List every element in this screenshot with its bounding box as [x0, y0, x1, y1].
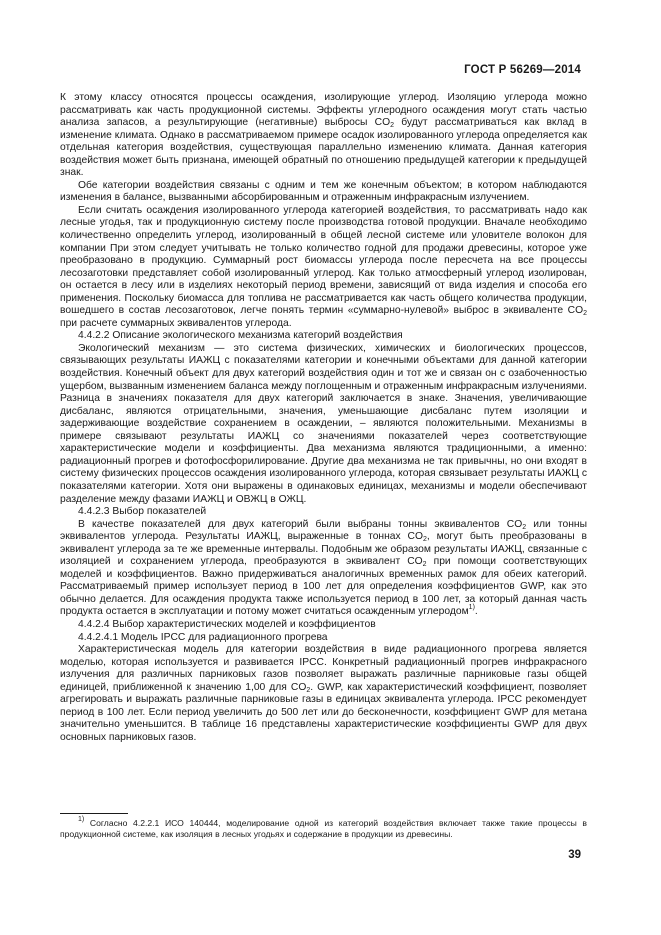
section-heading-4-4-2-4-1: 4.4.2.4.1 Модель IPCC для радиационного прогрева	[78, 631, 328, 643]
footnote-mark: 1)	[78, 816, 85, 823]
footnote-text: Согласно 4.2.2.1 ИСО 140444, моделирование одной из категорий воздействия включает также такие процессы в продукционной системе, как изоляция в лесных угодьях и содержание в продукции из древесины.	[60, 818, 587, 839]
footnote-reference: 1)	[468, 604, 475, 612]
footnote	[60, 818, 587, 840]
section-heading-4-4-2-4: 4.4.2.4 Выбор характеристических моделей и коэффициентов	[78, 618, 376, 630]
section-heading-4-4-2-3: 4.4.2.3 Выбор показателей	[78, 506, 207, 518]
paragraph-sequestration-category: Если считать осаждения изолированного углерода категорией воздействия, то рассматривать надо как лесные угодья, так и продукционную систему после производства готовой продукции. Вначале необходимо количественно определить углерод, изолированный в общей лесной системе или уловителе волокон для компании При этом следует учитывать не только количество годной для продажи древесины, которое уже преобразовано в продукцию. Суммарный рост биомассы углерода после пересчета на все процессы лесозаготовки представляет собой изолированный углерод. Как только атмосферный углерод изолирован, он остается в лесу или в изделиях некоторый период времени, зависящий от вида изделия и способа его применения. Поскольку биомасса для топлива не рассматривается как часть общего количества продукции, вошедшего в состав лесозаготовок, легче понять термин «суммарно-нулевой» выброс в эквиваленте $CO_2$ при расчете суммарных эквивалентов углерода.	[60, 204, 587, 329]
page-number: 39	[568, 849, 581, 861]
paragraph-indicator-selection: В качестве показателей для двух категорий были выбраны тонны эквивалентов $CO_2$ или тонны эквивалентов углерода. Результаты ИАЖЦ, выраженные в тоннах $CO_2$, могут быть преобразованы в эквивалент углерода за те же временные интервалы. Подобным же образом результаты ИАЖЦ, связанные с изоляцией и сохранением углерода, преобразуются в эквивалент $CO_2$ при помощи соответствующих моделей и коэффициентов. Важно придерживаться аналогичных временных рамок для обеих категорий. Рассматриваемый пример использует период в 100 лет для определения коэффициентов GWP, как это обычно делается. Для осаждения продукта также используется период в 100 лет, за который данная часть продукта остается в эксплуатации и потому может считаться осажденным углеродом$^{1)}$.	[60, 518, 587, 618]
standard-header: ГОСТ Р 56269—2014	[464, 64, 581, 76]
footnote-divider	[60, 813, 128, 814]
paragraph-environmental-mechanism: Экологический механизм — это система физических, химических и биологических процессов, связывающих результаты ИАЖЦ с показателями категории и конечными объектами для данной категории воздействия. Конечный объект для двух категорий воздействия один и тот же и связан он с озабоченностью ущербом, вызванным изменением баланса между поглощенным и отраженным инфракрасным излучениями. Разница в значениях показателя для двух категорий заключается в знаке. Значения, увеличивающие дисбаланс, являются отрицательными, значения, уменьшающие дисбаланс путем изоляции и задерживающие воздействие сохранением в осаждении, – являются положительными. Механизмы в примере связывают результаты ИАЖЦ со значениями показателей через соответствующие характеристические модели и коэффициенты. Два механизма являются традиционными, а именно: радиационный прогрев и фотофосфорилирование. Другие два механизма не так привычны, но они входят в систему физических процессов осаждения изолированного углерода, которая связывает результаты ИАЖЦ с показателями категории. Хотя они выражены в одинаковых единицах, механизмы и модели обеспечивают разделение между фазами ИАЖЦ и ОВЖЦ в ОЖЦ.	[60, 342, 587, 505]
paragraph-carbon-sequestration: К этому классу относятся процессы осаждения, изолирующие углерод. Изоляцию углерода можно рассматривать как часть продукционной системы. Эффекты углеродного осаждения могут стать частью анализа запасов, а результирующие (негативные) выбросы $CO_2$ будут рассматриваться как вклад в изменение климата. Однако в рассматриваемом примере осадок изолированного углерода определяется как отдельная категория воздействия, существующая параллельно изменению климата. Данная категория воздействия может быть признана, имеющей обратный по отношению предыдущей категории к предыдущей знак.	[60, 92, 588, 179]
section-heading-4-4-2-2: 4.4.2.2 Описание экологического механизма категорий воздействия	[78, 330, 403, 342]
document-body	[60, 92, 587, 744]
paragraph-ipcc-model: Характеристическая модель для категории воздействия в виде радиационного прогрева является моделью, которая используется и развивается IPCC. Конкретный радиационный прогрев инфракрасного излучения для различных парниковых газов позволяет выражать различные парниковые газы общей единицей, приближенной к значению 1,00 для $CO_2$. GWP, как характеристический коэффициент, позволяет агрегировать и выражать различные парниковые газы в единицах эквивалента углерода. IPCC рекомендует период в 100 лет. Если период увеличить до 500 лет или до бесконечности, коэффициент GWP для метана значительно уменьшится. В таблице 16 представлены характеристические коэффициенты GWP для двух основных парниковых газов.	[60, 644, 587, 743]
paragraph-common-endpoint: Обе категории воздействия связаны с одним и тем же конечным объектом; в котором наблюдаются изменения в балансе, вызванными абсорбированным и отраженным инфракрасным излучением.	[60, 179, 587, 204]
